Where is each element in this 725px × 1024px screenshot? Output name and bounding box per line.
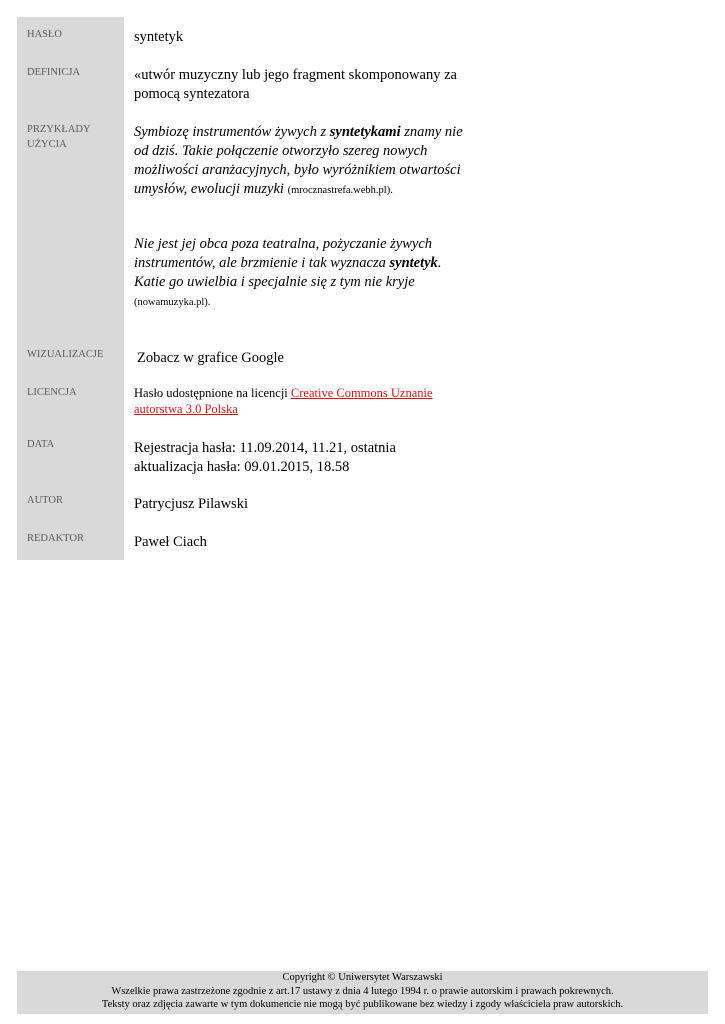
footer-rights: Wszelkie prawa zastrzeżone zgodnie z art.17 ustawy z dnia 4 lutego 1994 r. o prawie autorskim i prawach pokrewnych. <box>111 985 614 997</box>
example2-source: (nowamuzyka.pl). <box>134 297 211 308</box>
example1-text: Symbiozę instrumentów żywych z syntetykami znamy nie od dziś. Takie połączenie otworzyło szereg nowych możliwości aranżacyjnych, było wyróżnikiem otwartości umysłów, ewolucji muzyki <box>134 124 463 197</box>
author-name: Patrycjusz Pilawski <box>134 496 248 512</box>
label-przyklady-line1: PRZYKŁADY <box>27 124 91 135</box>
editor-name: Paweł Ciach <box>134 534 207 550</box>
usage-example-1 <box>134 123 470 200</box>
entry-word: syntetyk <box>134 29 184 45</box>
example2-keyword: syntetyk <box>389 255 438 271</box>
license-prefix: Hasło udostępnione na licencji <box>134 386 291 400</box>
license-link[interactable]: Creative Commons Uznanie autorstwa 3.0 Polska <box>134 386 433 416</box>
license-text <box>134 385 434 417</box>
google-images-link[interactable]: Zobacz w grafice Google <box>137 350 284 366</box>
footer-notice: Teksty oraz zdjęcia zawarte w tym dokumencie nie mogą być publikowane bez wiedzy i zgody właściciela praw autorskich. <box>101 999 624 1010</box>
definition-text: «utwór muzyczny lub jego fragment skomponowany za pomocą syntezatora <box>134 67 457 102</box>
example2-text: Nie jest jej obca poza teatralna, pożyczanie żywych instrumentów, ale brzmienie i tak wyznacza syntetyk. Katie go uwielbia i specjalnie się z tym nie kryje <box>134 236 442 290</box>
label-redaktor: REDAKTOR <box>27 533 84 544</box>
label-column <box>17 17 124 560</box>
label-przyklady-line2: UŻYCIA <box>27 139 67 150</box>
example1-keyword: syntetykami <box>329 124 401 140</box>
label-data: DATA <box>27 439 55 450</box>
footer-copyright: Copyright © Uniwersytet Warszawski <box>282 972 443 983</box>
label-autor: AUTOR <box>27 495 63 506</box>
label-wizualizacje: WIZUALIZACJE <box>27 349 104 360</box>
label-przyklady <box>27 122 91 152</box>
dates-text: Rejestracja hasła: 11.09.2014, 11.21, ostatnia aktualizacja hasła: 09.01.2015, 18.58 <box>134 440 396 475</box>
usage-example-2 <box>134 235 454 312</box>
copyright-footer <box>17 971 708 1014</box>
label-licencja: LICENCJA <box>27 387 77 398</box>
example1-source: (mrocznastrefa.webh.pl). <box>287 185 393 196</box>
label-haslo: HASŁO <box>27 29 63 40</box>
label-definicja: DEFINICJA <box>27 67 81 78</box>
